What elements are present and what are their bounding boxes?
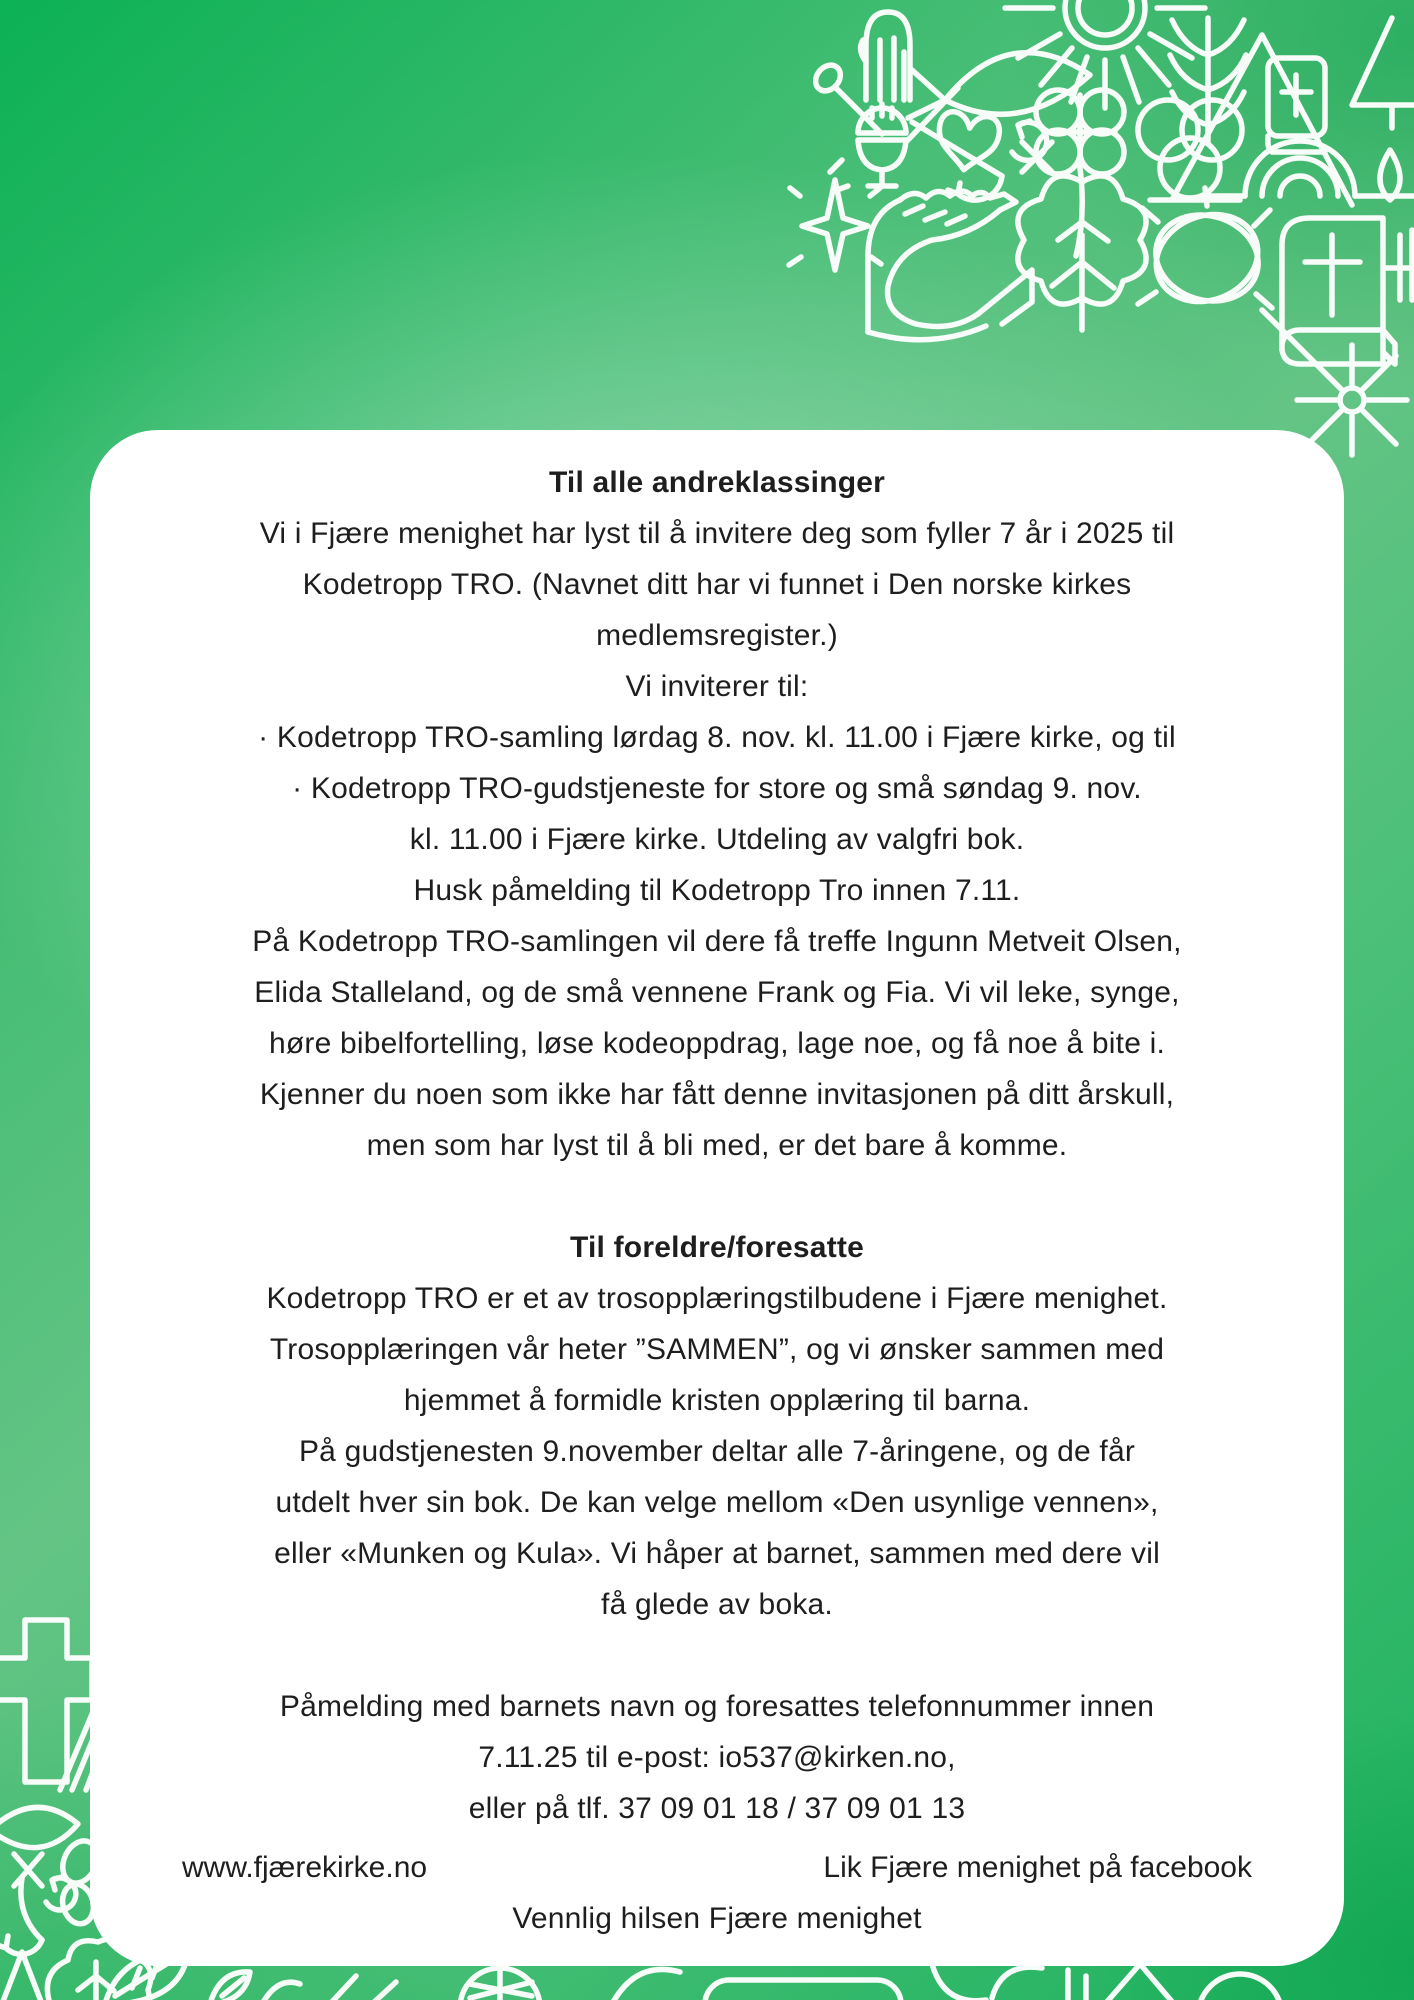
body-line: kl. 11.00 i Fjære kirke. Utdeling av valgfri bok. bbox=[409, 823, 1025, 856]
website-link: www.fjærekirke.no bbox=[182, 1851, 428, 1884]
body-line: eller «Munken og Kula». Vi håper at barnet, sammen med dere vil bbox=[274, 1537, 1160, 1570]
body-line: medlemsregister.) bbox=[596, 619, 838, 652]
body-line: få glede av boka. bbox=[601, 1588, 833, 1621]
tulip-arcs-icon bbox=[612, 1969, 680, 2000]
body-line: høre bibelfortelling, løse kodeoppdrag, lage noe, og få noe å bite i. bbox=[268, 1027, 1166, 1060]
tulip-arcs-icon bbox=[932, 1964, 1086, 2000]
leaves-icon bbox=[210, 1972, 396, 2000]
body-line: Trosopplæringen vår heter ”SAMMEN”, og vi ønsker sammen med bbox=[269, 1333, 1165, 1366]
signup-email-line: 7.11.25 til e-post: io537@kirken.no, bbox=[478, 1741, 956, 1774]
book-spine-icon bbox=[705, 1980, 901, 2000]
dove-icon bbox=[868, 191, 1032, 340]
crown-of-thorns-icon bbox=[1138, 188, 1272, 316]
body-line: Elida Stalleland, og de små vennene Frank og Fia. Vi vil leke, synge, bbox=[254, 976, 1180, 1009]
signup-phone-line: eller på tlf. 37 09 01 18 / 37 09 01 13 bbox=[468, 1792, 966, 1825]
footer-links-row bbox=[120, 1842, 1314, 1893]
bullet-line: · Kodetropp TRO-samling lørdag 8. nov. kl. 11.00 i Fjære kirke, og til bbox=[258, 721, 1176, 754]
signup-line: Påmelding med barnets navn og foresattes telefonnummer innen bbox=[279, 1690, 1155, 1723]
bullet-line: · Kodetropp TRO-gudstjeneste for store og små søndag 9. nov. bbox=[292, 772, 1142, 805]
mountain-icon bbox=[1105, 1964, 1174, 2000]
body-line: utdelt hver sin bok. De kan velge mellom «Den usynlige vennen», bbox=[275, 1486, 1159, 1519]
spoon-icon bbox=[811, 60, 882, 134]
section-gap bbox=[120, 1171, 1314, 1222]
body-line: men som har lyst til å bli med, er det bare å komme. bbox=[366, 1129, 1068, 1162]
anchor-icon bbox=[912, 121, 1047, 200]
praying-hand-icon bbox=[861, 12, 910, 100]
section-heading-parents: Til foreldre/foresatte bbox=[570, 1231, 864, 1264]
ladybug-icon bbox=[460, 1968, 540, 2000]
x-sparkle-icon bbox=[14, 1854, 42, 1886]
body-line: På gudstjenesten 9.november deltar alle 7-åringene, og de får bbox=[298, 1435, 1136, 1468]
bread-cup-icon bbox=[858, 104, 906, 133]
section-heading-children: Til alle andreklassinger bbox=[548, 466, 886, 499]
body-line: Husk påmelding til Kodetropp Tro innen 7.11. bbox=[413, 874, 1021, 907]
triangle-icon bbox=[2, 1952, 42, 2000]
section-gap bbox=[120, 1630, 1314, 1681]
fish-icon bbox=[906, 53, 1090, 172]
body-line: Kodetropp TRO er et av trosopplæringstilbudene i Fjære menighet. bbox=[266, 1282, 1168, 1315]
facebook-link: Lik Fjære menighet på facebook bbox=[823, 1851, 1252, 1884]
circle-icon bbox=[1198, 1974, 1282, 2000]
body-line: hjemmet å formidle kristen opplæring til barna. bbox=[403, 1384, 1031, 1417]
body-line: Kjenner du noen som ikke har fått denne invitasjonen på ditt årskull, bbox=[259, 1078, 1175, 1111]
body-line: Vi i Fjære menighet har lyst til å invitere deg som fyller 7 år i 2025 til bbox=[259, 517, 1175, 550]
body-line: Kodetropp TRO. (Navnet ditt har vi funnet i Den norske kirkes bbox=[302, 568, 1132, 601]
pine-tree-icon bbox=[1352, 18, 1414, 128]
signoff-line: Vennlig hilsen Fjære menighet bbox=[512, 1902, 922, 1935]
fish-icon bbox=[0, 1807, 78, 1847]
clover-icon bbox=[1036, 90, 1124, 256]
cross-icon bbox=[0, 1620, 92, 1782]
chalice-icon bbox=[830, 140, 906, 191]
invitation-card bbox=[90, 430, 1344, 1966]
body-line: På Kodetropp TRO-samlingen vil dere få treffe Ingunn Metveit Olsen, bbox=[252, 925, 1182, 958]
body-line: Vi inviterer til: bbox=[625, 670, 809, 703]
book-cross-icon bbox=[1282, 218, 1395, 364]
water-drop-icon bbox=[1380, 150, 1400, 200]
